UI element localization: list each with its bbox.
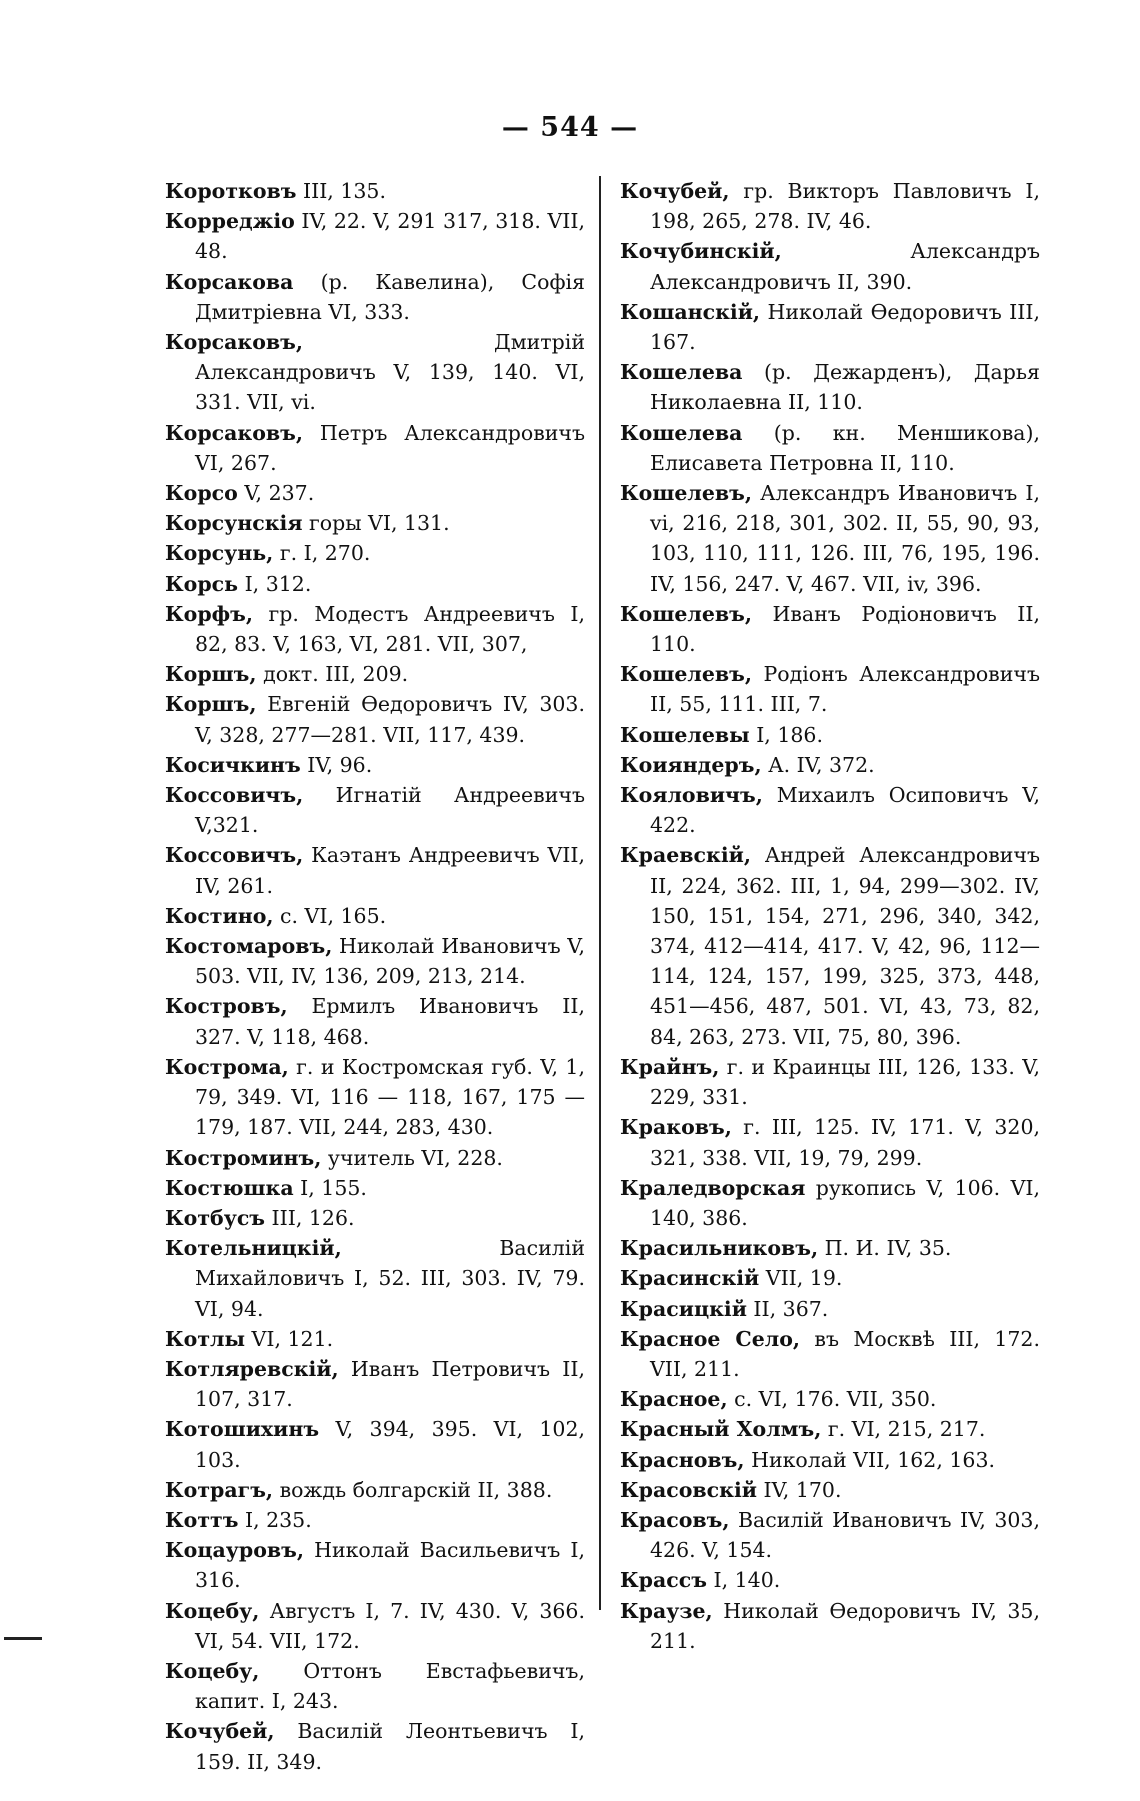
index-references: гр. Викторъ Павловичъ I, 198, 265, 278. IV, 46. (650, 179, 1040, 234)
index-references: А. IV, 372. (761, 752, 875, 777)
index-entry (620, 1596, 1040, 1656)
index-headword: Коссовичъ, (165, 783, 304, 808)
index-entry (165, 599, 585, 659)
index-references: г. и Краинцы III, 126, 133. V, 229, 331. (650, 1054, 1040, 1110)
index-references: Ермилъ Ивановичъ II, 327. V, 118, 468. (195, 994, 585, 1049)
index-headword: Костровъ, (165, 994, 288, 1019)
index-references: Оттонъ Евстафьевичъ, капит. I, 243. (195, 1658, 585, 1714)
index-references: вождь болгарскій II, 388. (273, 1477, 553, 1502)
index-references: (р. Дежарденъ), Дарья Николаевна II, 110. (650, 360, 1040, 415)
index-entry (165, 931, 585, 991)
index-headword: Крайнъ, (620, 1054, 720, 1079)
index-entry (165, 1656, 585, 1716)
index-entry (165, 1716, 585, 1776)
index-entry (620, 720, 1040, 750)
index-entry (165, 689, 585, 749)
index-entry (620, 418, 1040, 478)
index-headword: Корсакова (165, 269, 294, 294)
index-headword: Кошелева (620, 360, 743, 385)
index-headword: Крассъ (620, 1568, 707, 1593)
index-entry (620, 1445, 1040, 1475)
index-references: г. VI, 215, 217. (821, 1417, 986, 1442)
index-headword: Корфъ, (165, 601, 254, 626)
index-headword: Корсо (165, 481, 238, 506)
index-headword: Корсаковъ, (165, 420, 304, 445)
index-references: г. I, 270. (273, 541, 371, 566)
index-headword: Коцебу, (165, 1658, 260, 1683)
index-headword: Коттъ (165, 1507, 239, 1532)
index-references: IV, 96. (300, 752, 373, 777)
index-headword: Кошелевы (620, 722, 750, 747)
index-entry (620, 1263, 1040, 1293)
index-headword: Коршъ, (165, 662, 257, 687)
index-references: Игнатій Андреевичъ V,321. (195, 783, 585, 838)
index-headword: Корсунскія (165, 511, 303, 536)
index-references: V, 237. (237, 481, 315, 506)
index-references: Дмитрій Александровичъ V, 139, 140. VI, 331. VII, vi. (195, 330, 585, 415)
index-entry (620, 1475, 1040, 1505)
index-entry (620, 1565, 1040, 1595)
index-headword: Красное, (620, 1387, 728, 1412)
index-headword: Котбусъ (165, 1205, 266, 1230)
index-entry (165, 991, 585, 1051)
index-entry (165, 418, 585, 478)
index-headword: Красновъ, (620, 1447, 745, 1472)
index-headword: Коцебу, (165, 1598, 260, 1623)
index-headword: Красный Холмъ, (620, 1417, 822, 1442)
index-headword: Кошанскій, (620, 299, 761, 324)
index-entry (165, 840, 585, 900)
index-references: I, 235. (238, 1507, 312, 1532)
index-headword: Костино, (165, 903, 274, 928)
index-headword: Кострома, (165, 1054, 289, 1079)
index-headword: Корсунь, (165, 541, 274, 566)
index-headword: Корсаковъ, (165, 330, 304, 355)
index-headword: Коссовичъ, (165, 843, 304, 868)
index-entry (620, 297, 1040, 357)
index-headword: Коияндеръ, (620, 752, 762, 777)
index-entry (620, 750, 1040, 780)
column-divider (599, 176, 601, 1610)
index-references: горы VI, 131. (302, 511, 450, 536)
index-headword: Краузе, (620, 1598, 713, 1623)
index-references: I, 155. (293, 1175, 367, 1200)
index-headword: Кошелевъ, (620, 662, 752, 687)
index-entry (165, 267, 585, 327)
index-references: Родіонъ Александровичъ II, 55, 111. III, 7. (650, 662, 1040, 717)
index-references: рукопись V, 106. VI, 140, 386. (650, 1175, 1040, 1230)
index-headword: Коршъ, (165, 692, 257, 717)
index-references: Василій Леонтьевичъ I, 159. II, 349. (195, 1719, 585, 1774)
index-entry (620, 1384, 1040, 1414)
index-headword: Кочубей, (620, 179, 730, 203)
index-references: с. VI, 176. VII, 350. (727, 1387, 937, 1412)
index-headword: Кошелевъ, (620, 601, 752, 626)
index-references: Иванъ Родіоновичъ II, 110. (650, 601, 1040, 657)
index-entry (620, 1324, 1040, 1384)
index-references: Андрей Александровичъ II, 224, 362. III, 1, 94, 299—302. IV, 150, 151, 154, 271, 296, 340, 342, 374, 412—414, 417. V, 42, 96, 112—114, 124, 157, 199, 325, 373, 448, 451—456, 487, 501. VI, 43, 73, 82, 84, 263, 273. VII, 75, 80, 396. (650, 843, 1040, 1049)
index-references: V, 394, 395. VI, 102, 103. (195, 1417, 585, 1472)
index-headword: Красовъ, (620, 1507, 730, 1532)
index-entry (165, 508, 585, 538)
index-entry (165, 1233, 585, 1324)
index-references: Петръ Александровичъ VI, 267. (195, 420, 585, 475)
index-references: Василій Михайловичъ I, 52. III, 303. IV, 79. VI, 94. (195, 1236, 585, 1321)
index-references: гр. Модестъ Андреевичъ I, 82, 83. V, 163, VI, 281. VII, 307, (195, 601, 585, 657)
index-entry (620, 1505, 1040, 1565)
index-entry (620, 236, 1040, 296)
index-references: VII, 19. (759, 1266, 843, 1291)
index-entry (620, 840, 1040, 1051)
index-headword: Котрагъ, (165, 1477, 274, 1502)
index-entry (165, 206, 585, 266)
index-entry (620, 780, 1040, 840)
index-headword: Котляревскій, (165, 1356, 339, 1381)
index-references: въ Москвѣ III, 172. VII, 211. (650, 1326, 1040, 1381)
index-headword: Красильниковъ, (620, 1236, 819, 1261)
index-references: докт. III, 209. (256, 662, 409, 687)
index-entry (165, 1173, 585, 1203)
index-references: (р. Кавелина), Софія Дмитріевна VI, 333. (195, 269, 585, 324)
index-references: Александръ Александровичъ II, 390. (650, 239, 1040, 294)
index-column-left (165, 176, 585, 1777)
index-headword: Красинскій (620, 1266, 760, 1291)
index-headword: Красицкій (620, 1296, 747, 1321)
index-entry (620, 478, 1040, 599)
index-references: Каэтанъ Андреевичъ VII, IV, 261. (195, 843, 585, 898)
index-references: Александръ Ивановичъ I, vi, 216, 218, 301, 302. II, 55, 90, 93, 103, 110, 111, 126. III, 76, 195, 196. IV, 156, 247. V, 467. VII, iv, 396. (650, 481, 1040, 596)
index-entry (165, 901, 585, 931)
index-references: Августъ I, 7. IV, 430. V, 366. VI, 54. VII, 172. (195, 1598, 585, 1653)
index-entry (620, 1052, 1040, 1112)
index-entry (165, 1354, 585, 1414)
index-headword: Краледворская (620, 1175, 806, 1200)
index-references: III, 135. (296, 179, 386, 203)
index-references: г. и Костромская губ. V, 1, 79, 349. VI, 116 — 118, 167, 175 — 179, 187. VII, 244, 283, 430. (195, 1054, 585, 1140)
index-entry (165, 1535, 585, 1595)
index-entry (165, 327, 585, 418)
index-references: Николай VII, 162, 163. (744, 1447, 996, 1472)
index-headword: Красное Село, (620, 1326, 801, 1351)
index-references: (р. кн. Меншикова), Елисавета Петровна II, 110. (650, 420, 1040, 475)
index-entry (620, 176, 1040, 236)
index-entry (620, 1414, 1040, 1444)
index-references: Василій Ивановичъ IV, 303, 426. V, 154. (650, 1507, 1040, 1563)
index-headword: Котошихинъ (165, 1417, 320, 1442)
index-headword: Коротковъ (165, 179, 297, 203)
index-entry (165, 538, 585, 568)
index-references: Михаилъ Осиповичъ V, 422. (650, 783, 1040, 838)
index-entry (620, 659, 1040, 719)
index-headword: Котельницкій, (165, 1236, 342, 1261)
index-entry (165, 1324, 585, 1354)
index-entry (165, 1203, 585, 1233)
index-references: I, 140. (706, 1568, 781, 1593)
index-references: г. III, 125. IV, 171. V, 320, 321, 338. VII, 19, 79, 299. (650, 1115, 1040, 1170)
index-headword: Кочубинскій, (620, 239, 782, 264)
index-entry (165, 1414, 585, 1474)
index-entry (620, 357, 1040, 417)
index-headword: Кошелева (620, 420, 743, 445)
margin-mark (4, 1637, 42, 1640)
index-entry (620, 1112, 1040, 1172)
index-headword: Костроминъ, (165, 1145, 322, 1170)
index-references: I, 186. (749, 722, 823, 747)
index-headword: Кошелевъ, (620, 481, 752, 506)
index-entry (620, 1233, 1040, 1263)
index-references: П. И. IV, 35. (818, 1236, 952, 1261)
index-references: Иванъ Петровичъ II, 107, 317. (195, 1356, 585, 1412)
index-entry (165, 569, 585, 599)
index-entry (165, 176, 585, 206)
index-references: VI, 121. (245, 1326, 334, 1351)
index-headword: Красовскій (620, 1477, 757, 1502)
index-references: IV, 170. (756, 1477, 842, 1502)
index-references: с. VI, 165. (273, 903, 387, 928)
index-headword: Краковъ, (620, 1115, 732, 1140)
index-references: Евгеній Өедоровичъ IV, 303. V, 328, 277—281. VII, 117, 439. (195, 692, 585, 747)
index-references: Николай Өедоровичъ IV, 35, 211. (650, 1598, 1040, 1653)
index-references: Николай Өедоровичъ III, 167. (650, 299, 1040, 355)
index-references: III, 126. (265, 1205, 355, 1230)
index-entry (165, 780, 585, 840)
index-references: II, 367. (746, 1296, 829, 1321)
index-headword: Косичкинъ (165, 752, 301, 777)
index-entry (165, 1596, 585, 1656)
index-entry (165, 478, 585, 508)
index-headword: Кочубей, (165, 1719, 275, 1744)
index-entry (620, 599, 1040, 659)
index-headword: Корреджіо (165, 209, 295, 234)
index-references: Николай Васильевичъ I, 316. (195, 1538, 585, 1593)
index-entry (165, 659, 585, 689)
index-headword: Костюшка (165, 1175, 294, 1200)
index-entry (165, 1143, 585, 1173)
index-entry (165, 1052, 585, 1143)
index-headword: Краевскій, (620, 843, 751, 868)
index-headword: Корсь (165, 571, 239, 596)
index-headword: Коцауровъ, (165, 1538, 304, 1563)
index-entry (165, 750, 585, 780)
index-references: учитель VI, 228. (321, 1145, 503, 1170)
index-entry (165, 1475, 585, 1505)
index-headword: Костомаровъ, (165, 934, 333, 959)
page-number: — 544 — (501, 112, 639, 143)
index-headword: Котлы (165, 1326, 246, 1351)
index-headword: Кояловичъ, (620, 783, 763, 808)
index-references: Николай Ивановичъ V, 503. VII, IV, 136, 209, 213, 214. (195, 934, 585, 989)
index-entry (165, 1505, 585, 1535)
index-references: IV, 22. V, 291 317, 318. VII, 48. (195, 209, 585, 264)
index-entry (620, 1173, 1040, 1233)
index-column-right (620, 176, 1040, 1656)
index-references: I, 312. (238, 571, 312, 596)
index-entry (620, 1294, 1040, 1324)
